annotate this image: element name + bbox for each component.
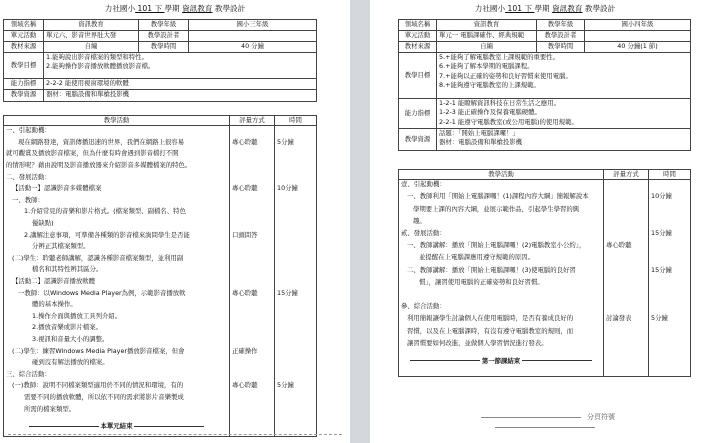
- time-value: 40 分鐘(1 節): [585, 42, 691, 53]
- activity-line: 需要不同的播放軟體，所以依不同的需求將影片音樂製成: [24, 392, 184, 401]
- end-marker: [6, 422, 227, 431]
- field-label: 領域名稱: [4, 20, 44, 31]
- time-line: [277, 393, 314, 405]
- assess-line: [606, 302, 646, 314]
- assess-line: [232, 370, 272, 382]
- goals: [44, 53, 317, 79]
- assess-line: [606, 253, 646, 265]
- resource-value: 器材：電腦設備和單槍投影機: [44, 90, 317, 102]
- assess-line: 專心聆聽: [232, 137, 258, 146]
- source-value: 自編: [437, 42, 537, 53]
- time-line: [651, 278, 688, 290]
- activity-line: 利用簡報讓學生討論個人在使用電腦時，是否有養成良好的: [407, 314, 574, 323]
- time-line: [277, 358, 314, 370]
- activity-line: 檔名和其特性辨其區分。: [32, 265, 103, 274]
- assess-line: [232, 149, 272, 161]
- goal-item: 6.+能夠了解本學期的電腦課程。: [439, 62, 534, 71]
- unit-label: 單元活動: [399, 31, 437, 42]
- time-line: [277, 347, 314, 359]
- time-line: [277, 219, 314, 231]
- time-line: 10分鐘: [651, 192, 672, 201]
- activity-line: 一教師：以Windows Media Player為例，示範影音播放軟: [18, 288, 186, 297]
- page-break-label: 分頁符號: [587, 413, 615, 421]
- activity-line: 【活動一】認識影音多媒體檔案: [12, 184, 102, 193]
- activity-line: (二)學生：聆聽老師講解，認識各種影音檔案類型，並利用副: [12, 253, 184, 262]
- time-line: [277, 277, 314, 289]
- field-label: 領域名稱: [399, 20, 437, 31]
- activity-line: 壹、引起動機：: [401, 180, 446, 189]
- school-year: 101 下: [135, 4, 165, 13]
- resource-label: 教學資源: [399, 129, 437, 151]
- assess-cell: [604, 180, 649, 377]
- assess-line: [232, 358, 272, 370]
- activity-line: 慣」，讓習使用電腦的正確姿勢和良好習慣。: [419, 277, 544, 286]
- assess-line: [606, 205, 646, 217]
- assess-line: 討論發表: [606, 314, 632, 323]
- goals: [437, 53, 691, 99]
- left-page: [0, 0, 350, 443]
- semester-label: 學期: [534, 4, 550, 13]
- unit-label: 單元活動: [4, 31, 44, 42]
- right-page: [370, 0, 720, 443]
- resource-value: [437, 129, 691, 151]
- assess-line: [232, 173, 272, 185]
- design-label: 教學設計: [214, 4, 246, 13]
- ability-item: 2-2-1 能遵守電腦教室(或公用電腦)的使用規範。: [439, 117, 578, 126]
- designer-label: 教學設計者: [139, 31, 189, 42]
- time-line: [651, 339, 688, 351]
- col-activity: 教學活動: [4, 116, 230, 126]
- assess-line: [232, 265, 272, 277]
- goals-label: 教學目標: [399, 53, 437, 99]
- assess-line: 專心聆聽: [606, 241, 632, 250]
- assess-cell: [230, 126, 275, 437]
- source-value: 自編: [44, 42, 139, 53]
- unit-value: 單元一 電腦課確作、經典規範: [437, 31, 537, 42]
- activity-line: 碰到沒有解法播放的檔案。: [32, 358, 109, 367]
- time-line: [277, 312, 314, 324]
- activity-line: 並提醒在上電腦課應用遵守規範的原因。: [419, 253, 535, 262]
- assess-line: [232, 207, 272, 219]
- time-line: [277, 149, 314, 161]
- assess-line: [232, 312, 272, 324]
- activity-line: 學期要上課的內容大綱，並展示範作品，引起學生學習的興: [413, 204, 580, 213]
- activity-line: [401, 290, 601, 302]
- activity-line: 趣。: [413, 216, 426, 225]
- time-line: 10分鐘: [277, 184, 298, 193]
- assess-line: 專心聆聽: [232, 288, 258, 297]
- activity-line: (一)教師：說明不同檔案類型適用於不同的情況和環境，有的: [12, 381, 184, 390]
- time-line: [651, 205, 688, 217]
- school-name: 力社國小: [104, 4, 136, 13]
- assess-line: [606, 229, 646, 241]
- activity-line: (二)學生：練習Windows Media Player播放影音檔案，但會: [12, 346, 185, 355]
- subject-name: 資訊教育: [182, 4, 213, 13]
- subject-name: 資訊教育: [552, 4, 583, 13]
- left-page-title: [0, 3, 350, 14]
- time-line: 5分鐘: [651, 314, 668, 323]
- semester-label: 學期: [164, 4, 180, 13]
- assess-line: 正確操作: [232, 346, 258, 355]
- activity-line: 所需的檔案類型。: [24, 404, 76, 413]
- activity-line: 二、發展活動：: [6, 172, 51, 181]
- school-year: 101 下: [505, 4, 535, 13]
- right-page-title: [370, 3, 720, 14]
- assess-line: [606, 327, 646, 339]
- time-line: [651, 327, 688, 339]
- activity-line: 參、綜合活動：: [401, 302, 446, 311]
- assess-line: [232, 335, 272, 347]
- assess-line: [606, 266, 646, 278]
- goal-item: 8.+能夠遵守電腦教室的上課規範。: [439, 80, 540, 89]
- source-label: 教材來源: [4, 42, 44, 53]
- goal-item: 1.能夠說出影音檔案的類型和特性。: [46, 53, 148, 61]
- design-label: 教學設計: [584, 4, 616, 13]
- bottom-rule: [8, 434, 342, 435]
- field-value: 資訊教育: [437, 20, 537, 31]
- time-line: [277, 323, 314, 335]
- time-line: [277, 231, 314, 243]
- time-line: [651, 253, 688, 265]
- activity-line: 1.操作介面與播放工具列介紹。: [32, 311, 122, 320]
- ability-item: 1-2-3 能正確操作及保養電腦硬體。: [439, 108, 541, 117]
- end-text: 第一節課結束: [481, 356, 521, 365]
- assess-line: 專心聆聽: [232, 381, 258, 390]
- right-activity-table: [398, 169, 691, 377]
- activity-line: 貳、發展活動：: [401, 229, 446, 238]
- time-cell: [649, 180, 691, 377]
- resource-item: 器材：電腦設備和單槍投影機: [439, 138, 523, 147]
- activity-line: 一、教師講解：播放「開始上電腦課囉！(2)電腦教室小公約」，: [407, 241, 586, 250]
- goal-item: 7.+能夠以正確的姿勢和良好習慣來使用電腦。: [439, 71, 572, 80]
- assess-line: [232, 323, 272, 335]
- goals-label: 教學目標: [4, 53, 44, 79]
- time-line: 5分鐘: [277, 381, 294, 390]
- time-line: [651, 241, 688, 253]
- assess-line: [606, 278, 646, 290]
- time-line: 15分鐘: [277, 288, 298, 297]
- activity-line: 分辨正其檔案類型。: [32, 242, 90, 251]
- school-name: 力社國小: [474, 4, 506, 13]
- activity-line: 現在網路發達，資訊傳播迅速的世界，我們在網路上很容易: [18, 137, 185, 146]
- ability-value: [437, 99, 691, 129]
- time-line: [277, 265, 314, 277]
- time-line: [277, 335, 314, 347]
- ability-item: 1-2-1 能瞭解資訊科技在日常生活之應用。: [439, 99, 561, 107]
- assess-line: [606, 217, 646, 229]
- goal-item: 5.+能夠了解電腦教室上課規範的重要性。: [439, 53, 560, 61]
- ability-label: 能力指標: [4, 79, 44, 90]
- time-line: [277, 242, 314, 254]
- assess-line: [232, 161, 272, 173]
- ability-value: 2-2-2 能使用視窗環境的軟體: [44, 79, 317, 90]
- time-line: [277, 300, 314, 312]
- goal-item: 2.能夠操作影音播放軟體播放影音檔。: [46, 62, 155, 71]
- left-header-table: [3, 19, 317, 102]
- source-label: 教材來源: [399, 42, 437, 53]
- assess-line: [232, 405, 272, 417]
- time-cell: [275, 126, 317, 437]
- assess-line: [232, 277, 272, 289]
- resource-label: 教學資源: [4, 90, 44, 102]
- time-line: 5分鐘: [277, 137, 294, 146]
- activity-line: 三、綜合活動：: [6, 369, 51, 378]
- page-break-marker: [420, 412, 670, 432]
- grade-label: 教學年級: [537, 20, 585, 31]
- time-line: [277, 207, 314, 219]
- assess-line: [232, 393, 272, 405]
- assess-line: [606, 180, 646, 192]
- time-line: 15分鐘: [651, 265, 672, 274]
- activity-line: 1.介紹常見的音樂和影片格式。(檔案類型、副檔名、特色: [24, 207, 186, 216]
- time-line: [651, 217, 688, 229]
- assess-line: [232, 196, 272, 208]
- activity-line: 一、教師：: [12, 195, 44, 204]
- col-activity: 教學活動: [399, 170, 604, 180]
- activity-line: 2.播放音樂或影片檔案。: [32, 323, 103, 332]
- col-assess: 評量方式: [230, 116, 275, 126]
- time-line: [277, 161, 314, 173]
- unit-value: 單元六、影音世界肚大發: [44, 31, 139, 42]
- time-line: [277, 173, 314, 185]
- time-line: [651, 302, 688, 314]
- activity-cell: [4, 126, 230, 437]
- activity-line: 3.視訊和音量大小的調整。: [32, 334, 109, 343]
- time-line: [277, 196, 314, 208]
- assess-line: [606, 192, 646, 204]
- activity-line: 二、教師講解：播放「開始上電腦課囉！(3)使電腦的良好習: [407, 265, 576, 274]
- grade-value: 國小三年級: [189, 20, 317, 31]
- resource-item: 話題：「開始上電腦課囉！」: [439, 129, 519, 137]
- grade-value: 國小四年級: [585, 20, 691, 31]
- end-text: 本單元結束: [100, 422, 133, 431]
- activity-line: 一、引起動機：: [6, 126, 51, 135]
- assess-line: [232, 126, 272, 138]
- assess-line: 專心聆聽: [232, 184, 258, 193]
- designer-value: [585, 31, 691, 42]
- ability-label: 能力指標: [399, 99, 437, 129]
- activity-cell: [399, 180, 604, 377]
- activity-line: 習慣，以及在上電腦課時，有沒有遵守電腦教室的規則，而: [407, 326, 574, 335]
- left-activity-table: [3, 115, 317, 437]
- assess-line: [232, 300, 272, 312]
- activity-line: 讓習慣要如何改進，並做個人學習情況進行發表。: [407, 338, 548, 347]
- end-marker: [401, 357, 601, 366]
- assess-line: [232, 242, 272, 254]
- field-value: 資訊教育: [44, 20, 139, 31]
- activity-line: 一、教師利用「開始上電腦課囉！(1)課程內容大綱」簡報解說本: [407, 192, 589, 201]
- activity-line: 優缺點): [32, 219, 54, 228]
- designer-label: 教學設計者: [537, 31, 585, 42]
- assess-line: [606, 290, 646, 302]
- assess-line: 口頭問答: [232, 230, 258, 239]
- time-label: 教學時間: [139, 42, 189, 53]
- assess-line: [606, 339, 646, 351]
- activity-line: 的情形呢？藉由說明及影音播放器來介紹影音多媒體檔案的特色。: [6, 161, 192, 170]
- time-line: [277, 405, 314, 417]
- time-value: 40 分鐘: [189, 42, 317, 53]
- time-line: [277, 370, 314, 382]
- designer-value: [189, 31, 317, 42]
- time-line: [277, 126, 314, 138]
- activity-line: 2.講解注意事項，可準備各種類的影音檔來詢問學生是否能: [24, 230, 190, 239]
- activity-line: 體的基本操作。: [32, 300, 77, 309]
- time-line: [277, 254, 314, 266]
- time-line: [651, 290, 688, 302]
- col-time: 時間: [649, 170, 691, 180]
- grade-label: 教學年級: [139, 20, 189, 31]
- time-line: 15分鐘: [651, 229, 672, 238]
- time-label: 教學時間: [537, 42, 585, 53]
- activity-line: 【活動二】認識影音播放軟體: [12, 277, 96, 285]
- activity-line: 就可觀賞及播放影音檔案，但為什麼有時會遇到影音檔打不開: [6, 149, 179, 158]
- assess-line: [232, 254, 272, 266]
- time-line: [651, 180, 688, 192]
- assess-line: [232, 219, 272, 231]
- col-time: 時間: [275, 116, 317, 126]
- page-gap: [350, 0, 370, 443]
- right-header-table: [398, 19, 691, 151]
- col-assess: 評量方式: [604, 170, 649, 180]
